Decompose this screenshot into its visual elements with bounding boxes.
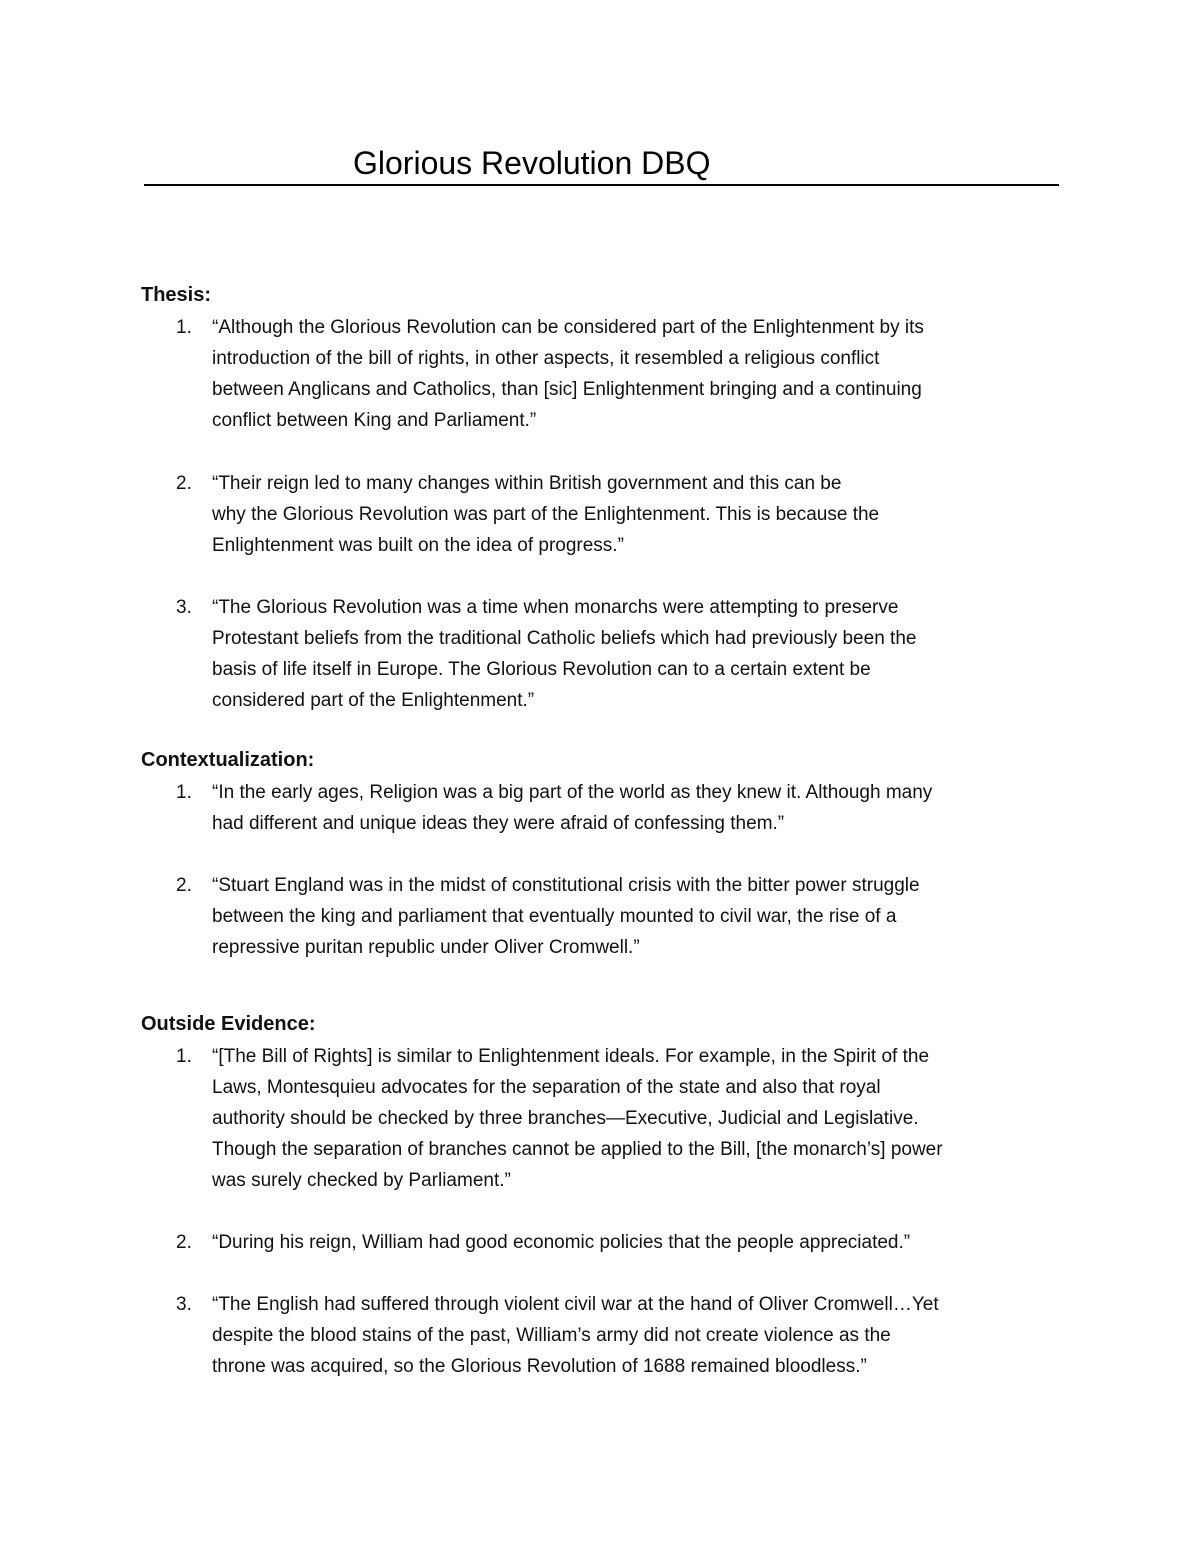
- list-number: 1.: [176, 1046, 192, 1067]
- page-title: Glorious Revolution DBQ: [353, 145, 711, 181]
- text-line: Though the separation of branches cannot be applied to the Bill, [the monarch’s] power: [212, 1139, 943, 1160]
- text-line: conflict between King and Parliament.”: [212, 410, 537, 431]
- title-underline: [144, 140, 1059, 186]
- text-line: was surely checked by Parliament.”: [212, 1170, 511, 1191]
- contextualization-heading: Contextualization:: [141, 749, 315, 771]
- list-item-text: [212, 592, 1076, 716]
- outside-evidence-item-3: [176, 1289, 1076, 1382]
- text-line: between the king and parliament that eventually mounted to civil war, the rise of a: [212, 906, 897, 927]
- text-line: “The English had suffered through violent civil war at the hand of Oliver Cromwell…Yet: [212, 1294, 939, 1315]
- text-line: between Anglicans and Catholics, than [sic] Enlightenment bringing and a continuing: [212, 379, 922, 400]
- text-line: considered part of the Enlightenment.”: [212, 690, 535, 711]
- text-line: Laws, Montesquieu advocates for the separation of the state and also that royal: [212, 1077, 881, 1098]
- text-line: “[The Bill of Rights] is similar to Enlightenment ideals. For example, in the Spirit of the: [212, 1046, 930, 1067]
- outside-evidence-item-2: [176, 1227, 1076, 1258]
- text-line: “Their reign led to many changes within British government and this can be: [212, 473, 842, 494]
- thesis-heading: Thesis:: [141, 284, 212, 306]
- text-line: “The Glorious Revolution was a time when monarchs were attempting to preserve: [212, 597, 899, 618]
- text-line: Protestant beliefs from the traditional Catholic beliefs which had previously been the: [212, 628, 917, 649]
- list-item-text: [212, 1227, 1076, 1258]
- list-item-text: [212, 312, 1076, 436]
- contextualization-item-1: [176, 777, 1076, 839]
- text-line: “In the early ages, Religion was a big part of the world as they knew it. Although many: [212, 782, 933, 803]
- text-line: “Stuart England was in the midst of constitutional crisis with the bitter power struggle: [212, 875, 920, 896]
- list-number: 1.: [176, 782, 192, 803]
- contextualization-item-2: [176, 870, 1076, 963]
- text-line: despite the blood stains of the past, William’s army did not create violence as the: [212, 1325, 891, 1346]
- text-line: throne was acquired, so the Glorious Revolution of 1688 remained bloodless.”: [212, 1356, 867, 1377]
- text-line: introduction of the bill of rights, in other aspects, it resembled a religious conflict: [212, 348, 880, 369]
- outside-evidence-heading: Outside Evidence:: [141, 1013, 316, 1035]
- list-item-text: [212, 777, 1076, 839]
- list-number: 3.: [176, 597, 192, 618]
- list-item-text: [212, 870, 1076, 963]
- text-line: repressive puritan republic under Oliver Cromwell.”: [212, 937, 640, 958]
- list-number: 1.: [176, 317, 192, 338]
- thesis-item-1: [176, 312, 1076, 436]
- list-number: 3.: [176, 1294, 192, 1315]
- list-number: 2.: [176, 473, 192, 494]
- list-item-text: [212, 1041, 1076, 1196]
- thesis-item-3: [176, 592, 1076, 716]
- text-line: why the Glorious Revolution was part of the Enlightenment. This is because the: [212, 504, 880, 525]
- text-line: “Although the Glorious Revolution can be considered part of the Enlightenment by its: [212, 317, 924, 338]
- list-item-text: [212, 468, 1076, 561]
- list-item-text: [212, 1289, 1076, 1382]
- text-line: Enlightenment was built on the idea of progress.”: [212, 535, 624, 556]
- text-line: had different and unique ideas they were afraid of confessing them.”: [212, 813, 785, 834]
- text-line: “During his reign, William had good economic policies that the people appreciated.”: [212, 1232, 911, 1253]
- thesis-item-2: [176, 468, 1076, 561]
- text-line: basis of life itself in Europe. The Glorious Revolution can to a certain extent be: [212, 659, 871, 680]
- list-number: 2.: [176, 1232, 192, 1253]
- outside-evidence-item-1: [176, 1041, 1076, 1196]
- list-number: 2.: [176, 875, 192, 896]
- text-line: authority should be checked by three branches—Executive, Judicial and Legislative.: [212, 1108, 919, 1129]
